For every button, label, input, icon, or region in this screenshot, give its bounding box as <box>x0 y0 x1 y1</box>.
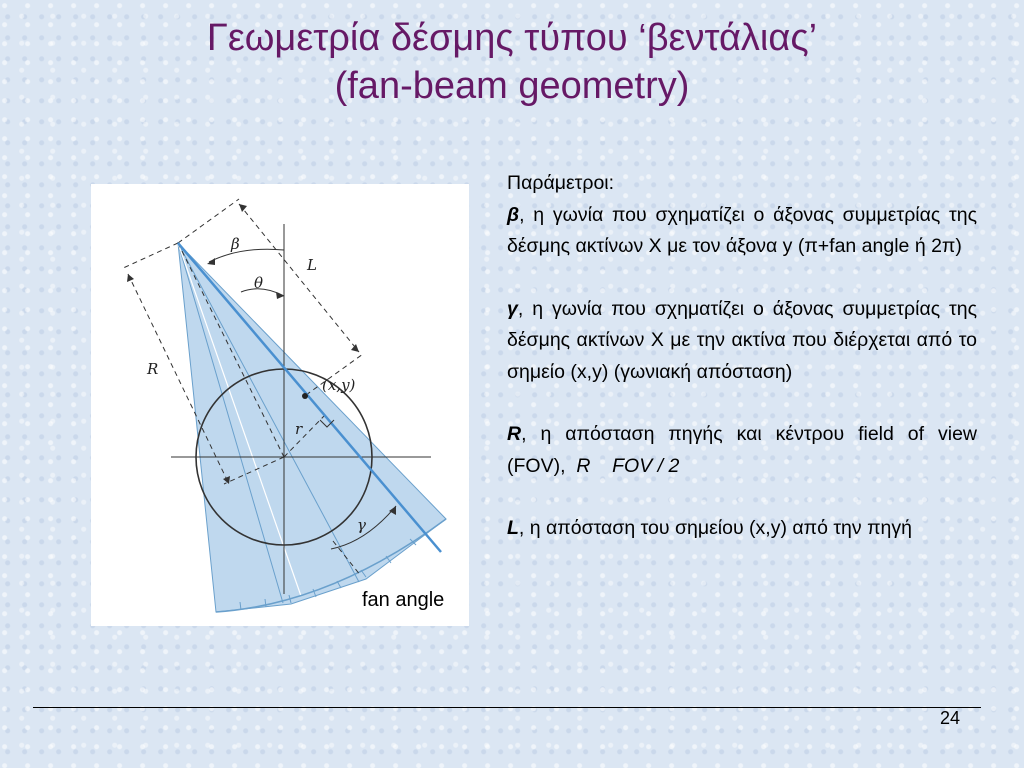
label-L: L <box>307 256 317 274</box>
beta-symbol: β <box>507 203 520 226</box>
footer-rule <box>33 707 981 708</box>
params-heading: Παράμετροι: <box>507 172 615 194</box>
beta-arc <box>209 249 284 262</box>
R-description: , η απόσταση πηγής και κέντρου field of view (FOV), <box>507 423 977 477</box>
L-arrow-bottom <box>351 344 359 352</box>
slide-title <box>0 14 1024 110</box>
beta-arrow <box>207 258 215 265</box>
fan-beam-diagram <box>91 184 469 626</box>
fan-angle-label: fan angle <box>362 589 445 611</box>
label-point: (x,y) <box>322 376 356 394</box>
point-xy <box>302 393 308 399</box>
R-arrow-top <box>127 274 134 282</box>
label-r: r <box>295 420 303 438</box>
theta-arrow <box>276 292 284 299</box>
dashed-L-ext-1 <box>178 199 239 243</box>
R-formula-fov: FOV / 2 <box>612 454 680 477</box>
R-symbol: R <box>507 423 522 445</box>
title-line-greek: Γεωμετρία δέσμης τύπου ‘βεντάλιας’ <box>206 17 818 59</box>
gamma-description: , η γωνία που σχηματίζει ο άξονας συμμετρίας της δέσμης ακτίνων Χ με την ακτίνα που διέρχεται από το σημείο (x,y) (γωνιακή απόσταση) <box>507 297 977 383</box>
label-gamma: γ <box>357 516 366 534</box>
L-symbol: L <box>507 517 519 539</box>
R-formula-R: R <box>576 454 591 477</box>
param-R <box>507 419 977 482</box>
param-L <box>507 513 977 545</box>
parameters-panel <box>507 168 977 545</box>
beta-description: , η γωνία που σχηματίζει ο άξονας συμμετρίας της δέσμης ακτίνων Χ με τον άξονα y (π+fan angle ή 2π) <box>507 203 977 257</box>
gamma-symbol: γ <box>507 297 518 320</box>
L-description: , η απόσταση του σημείου (x,y) από την πηγή <box>518 517 912 539</box>
fan-beam-wedge <box>178 243 446 612</box>
page-number: 24 <box>940 708 961 728</box>
param-beta <box>507 200 977 263</box>
param-gamma <box>507 294 977 389</box>
title-line-english: (fan-beam geometry) <box>334 65 690 107</box>
label-theta: θ <box>254 274 264 292</box>
dashed-R-ext-1 <box>121 243 178 269</box>
label-beta: β <box>231 235 240 253</box>
L-arrow-top <box>239 204 247 212</box>
label-R: R <box>147 360 159 378</box>
fan-beam-svg <box>91 184 469 626</box>
